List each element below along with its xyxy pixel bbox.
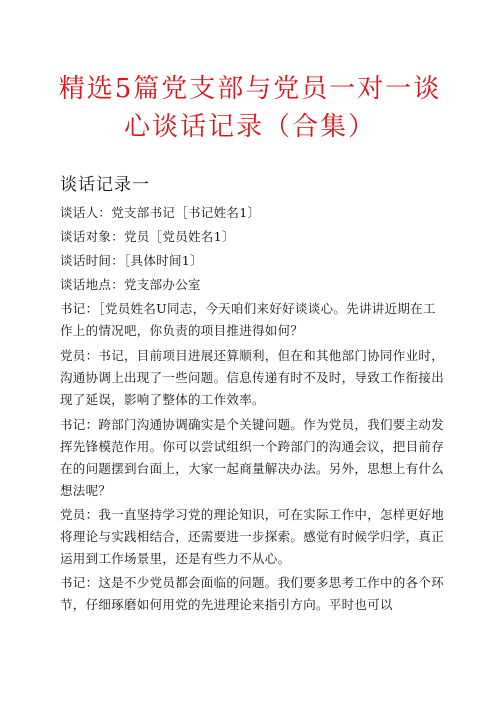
- dialogue-paragraph: 党员：书记，目前项目进展还算顺利，但在和其他部门协同作业时，沟通协调上出现了一些问题。信息传递有时不及时，导致工作衔接出现了延误，影响了整体的工作效率。: [60, 348, 445, 407]
- place-line: 谈话地点：党支部办公室: [60, 277, 201, 292]
- dialogue-paragraph: 书记：［党员姓名U同志，今天咱们来好好谈谈心。先讲讲近期在工作上的情况吧，你负责的项目推进得如何？: [60, 301, 436, 338]
- target-line: 谈话对象：党员［党员姓名1〕: [60, 229, 235, 244]
- dialogue-paragraph: 书记：跨部门沟通协调确实是个关键问题。作为党员，我们要主动发挥先锋模范作用。你可以尝试组织一个跨部门的沟通会议，把目前存在的问题摆到台面上，大家一起商量解决办法。另外，思想上有什么想法呢？: [60, 417, 445, 498]
- dialogue-paragraph: 党员：我一直坚持学习党的理论知识，可在实际工作中，怎样更好地将理论与实践相结合，还需要进一步探索。感觉有时候学归学，真正运用到工作场景里，还是有些力不从心。: [60, 507, 445, 566]
- section-heading: 谈话记录一: [60, 175, 150, 195]
- talker-line: 谈话人：党支部书记［书记姓名1〕: [60, 205, 261, 220]
- time-line: 谈话时间：［具体时间1〕: [60, 253, 203, 268]
- dialogue-paragraph: 书记：这是不少党员都会面临的问题。我们要多思考工作中的各个环节，仔细琢磨如何用党的先进理论来指引方向。平时也可以: [60, 575, 445, 612]
- document-title-line-2: 心谈话记录（合集）: [123, 112, 376, 142]
- document-title-line-1: 精选5篇党支部与党员一对一谈: [58, 74, 442, 104]
